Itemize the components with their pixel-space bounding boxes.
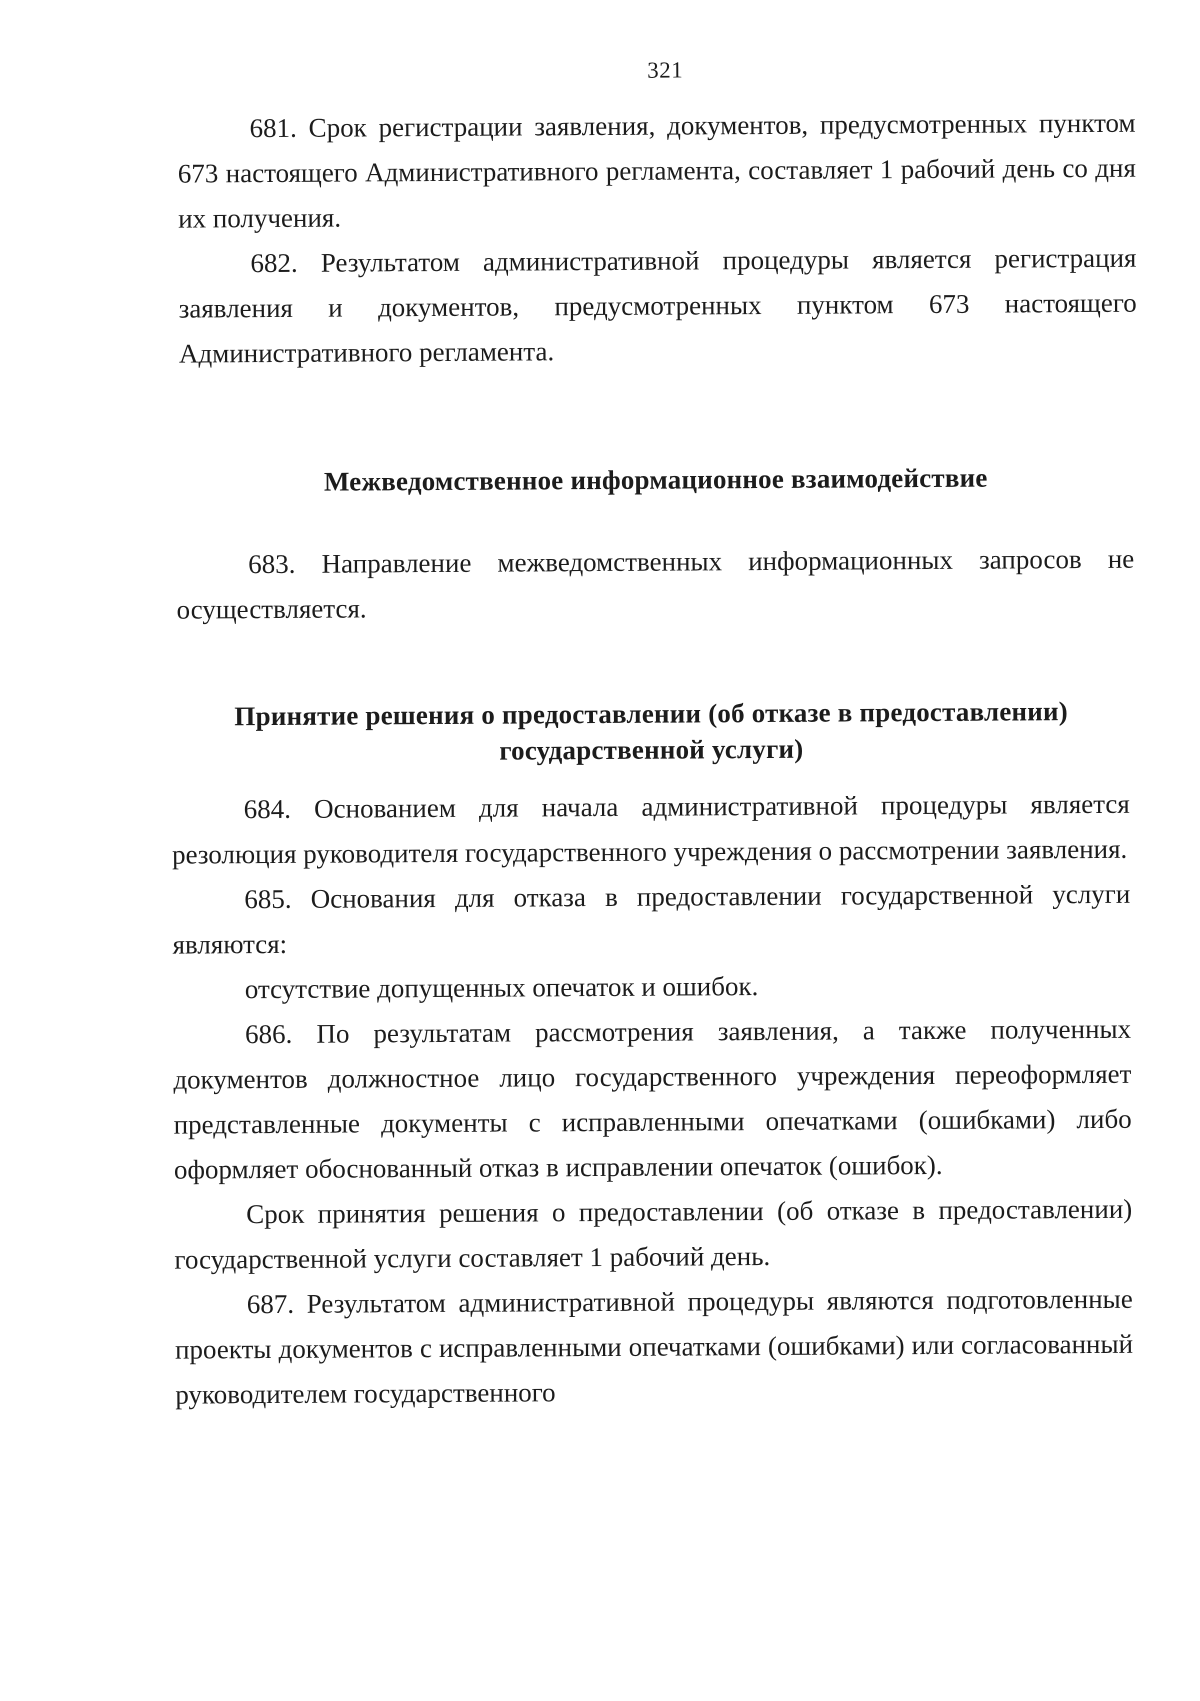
paragraph-683: 683. Направление межведомственных информационных запросов не осуществляется. bbox=[176, 543, 1135, 625]
section-heading-decision-line1: Принятие решения о предоставлении (об отказе в предоставлении) bbox=[234, 696, 1069, 732]
section-heading-decision-line2: государственной услуги) bbox=[499, 733, 804, 766]
page-number: 321 bbox=[647, 57, 684, 83]
paragraph-681: 681. Срок регистрации заявления, документов, предусмотренных пунктом 673 настоящего Административного регламента, составляет 1 рабочий день со дня их получения. bbox=[177, 107, 1136, 234]
paragraph-685: 685. Основания для отказа в предоставлении государственной услуги являются: bbox=[172, 878, 1131, 960]
body-text-bottom bbox=[172, 782, 1134, 1418]
body-text-top bbox=[177, 101, 1137, 377]
paragraph-686: 686. По результатам рассмотрения заявления, а также полученных документов должностное лицо государственного учреждения переоформляет представленные документы с исправленными опечатками (ошибками) либо оформляет обоснованный отказ в исправлении опечаток (ошибок). bbox=[173, 1013, 1132, 1185]
body-text-middle bbox=[176, 537, 1135, 633]
paragraph-685-item: отсутствие допущенных опечаток и ошибок. bbox=[244, 971, 759, 1005]
paragraph-682: 682. Результатом административной процедуры является регистрация заявления и документов, предусмотренных пунктом 673 настоящего Административного регламента. bbox=[178, 242, 1137, 369]
paragraph-687: 687. Результатом административной процедуры являются подготовленные проекты документов с исправленными опечатками (ошибками) или согласованный руководителем государственного bbox=[174, 1283, 1134, 1410]
paragraph-decision-term: Срок принятия решения о предоставлении (об отказе в предоставлении) государственной услуги составляет 1 рабочий день. bbox=[174, 1193, 1133, 1275]
paragraph-684: 684. Основанием для начала административной процедуры является резолюция руководителя государственного учреждения о рассмотрении заявления. bbox=[171, 788, 1130, 870]
section-heading-decision bbox=[171, 693, 1131, 771]
section-heading-interagency: Межведомственное информационное взаимодействие bbox=[323, 462, 988, 497]
